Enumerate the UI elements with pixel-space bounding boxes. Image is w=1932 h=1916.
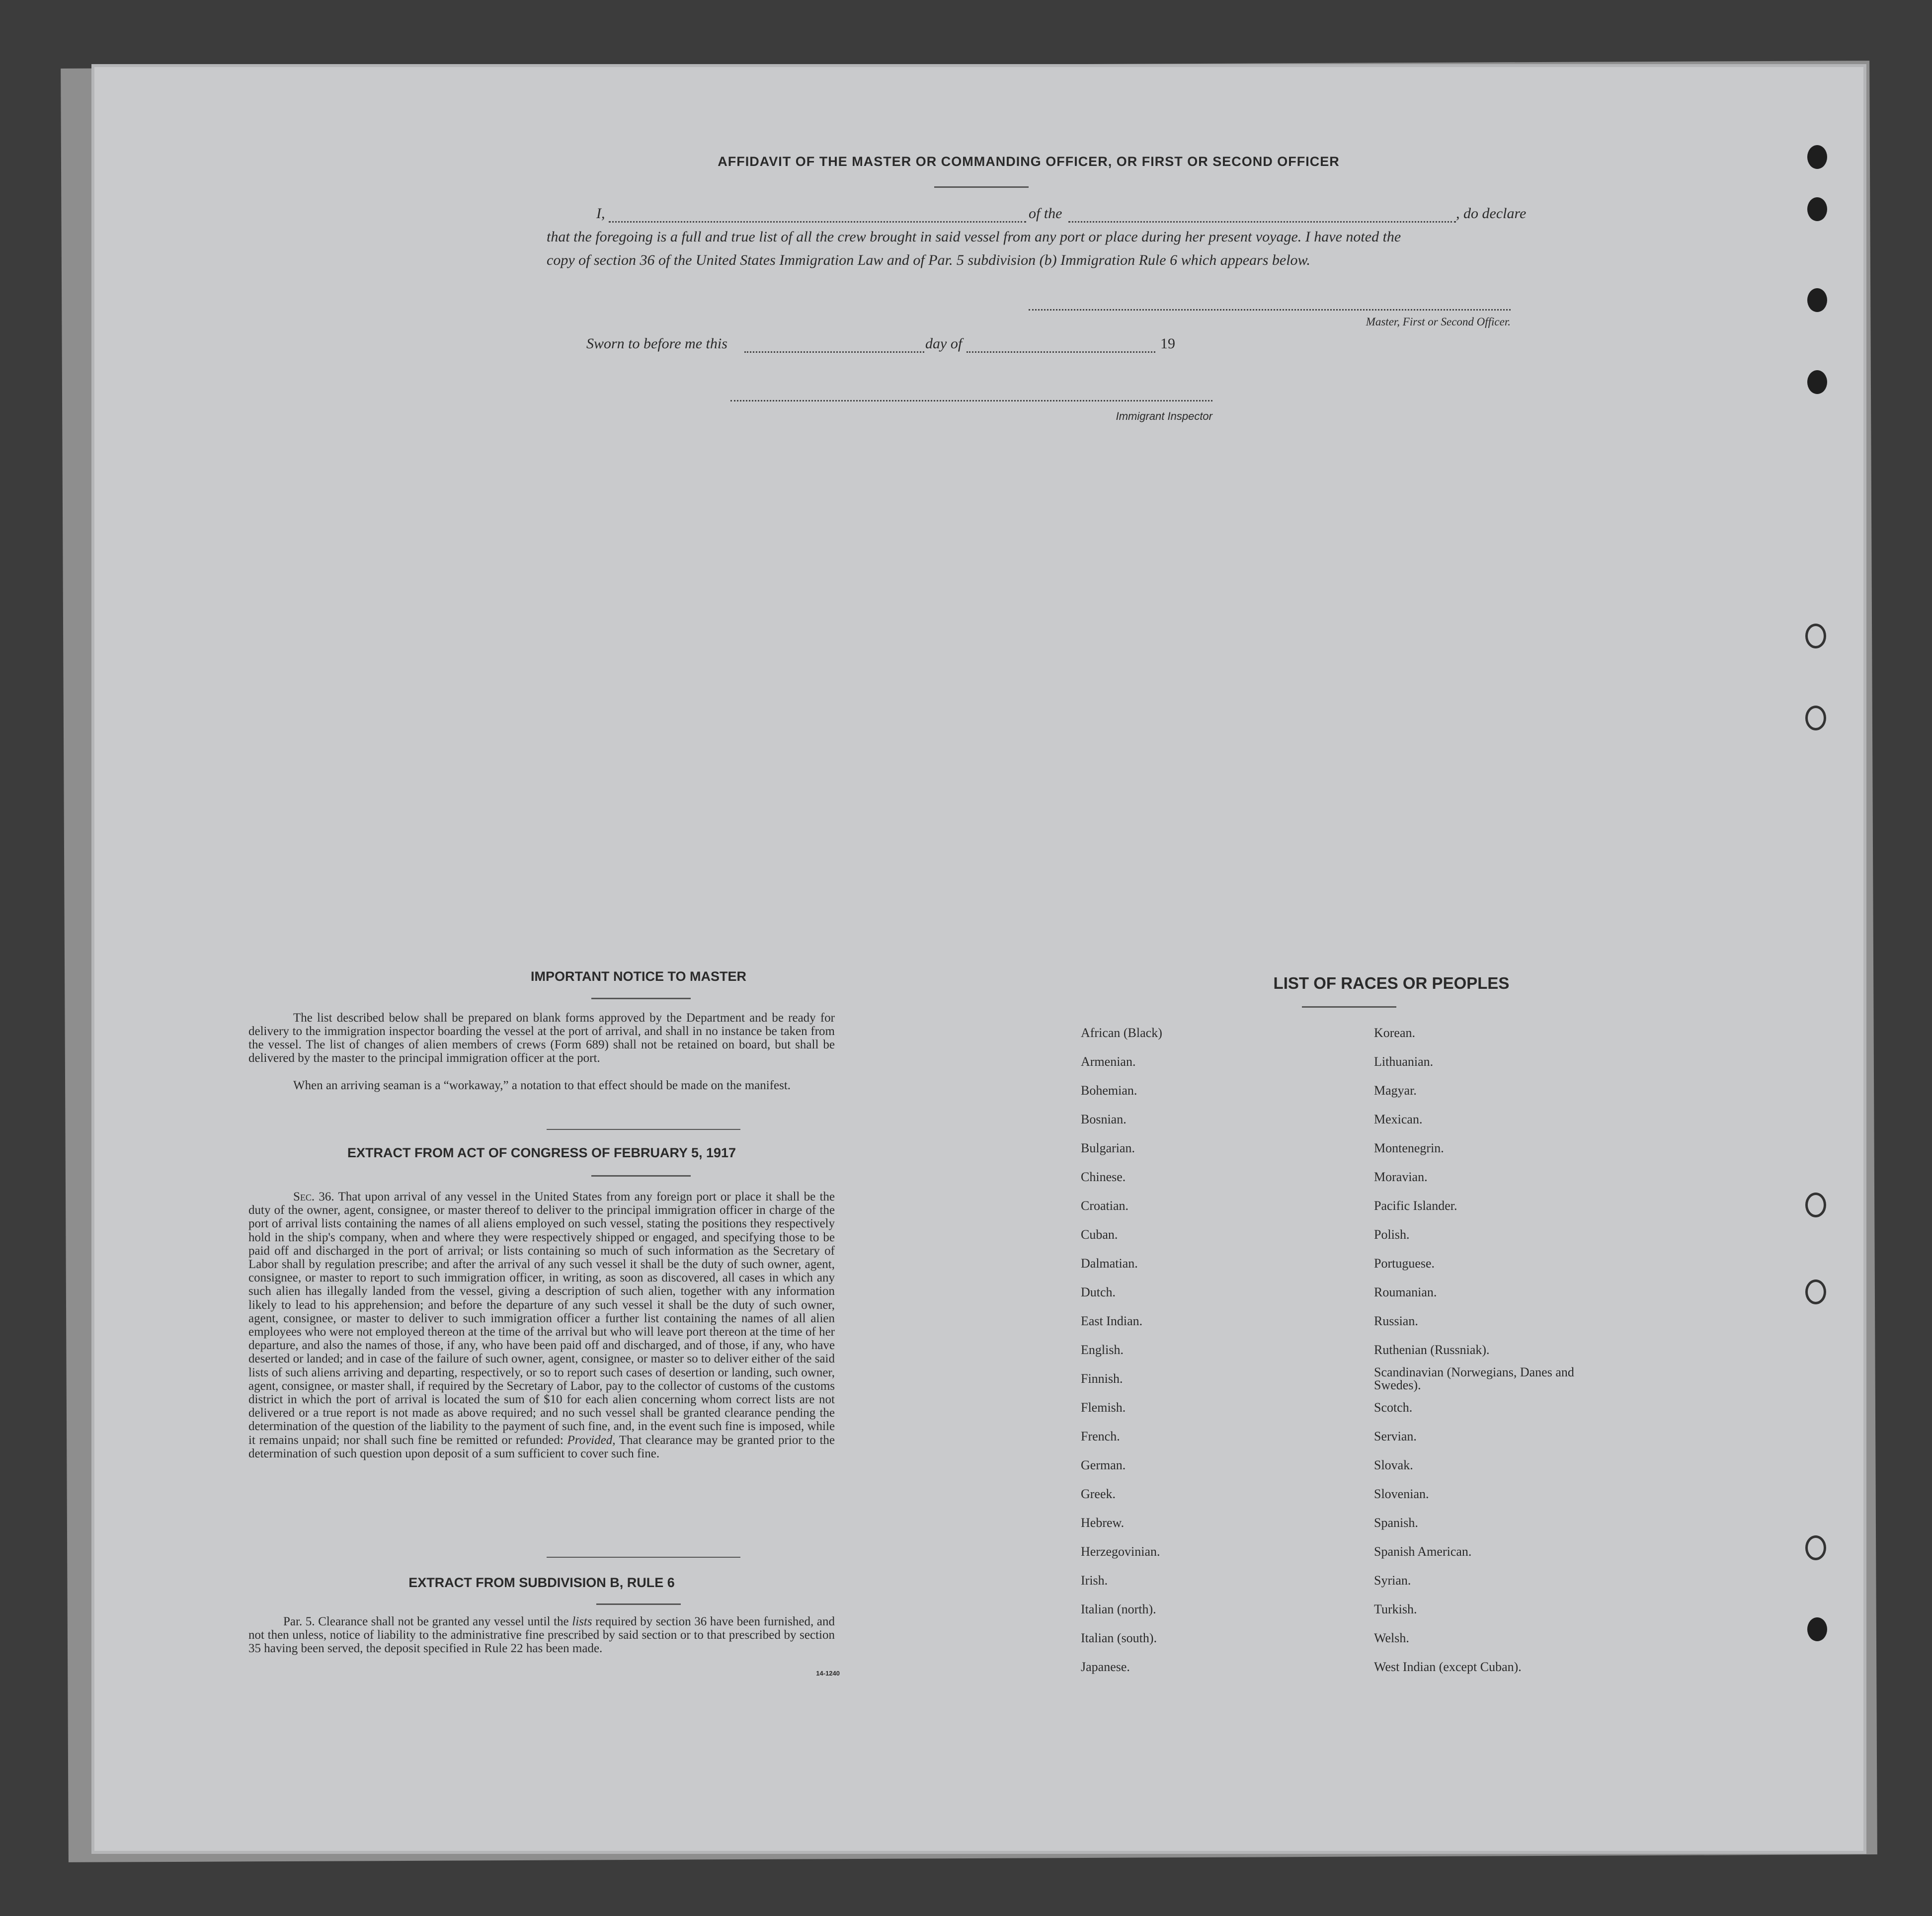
races-underline — [1302, 1006, 1396, 1008]
sec-label: Sec. 36. — [293, 1190, 334, 1203]
races-row — [1081, 1278, 1578, 1307]
races-row — [1081, 1134, 1578, 1163]
race-left-item: Hebrew. — [1081, 1516, 1125, 1530]
i-label: I, — [596, 205, 605, 222]
race-right-item: Slovak. — [1374, 1458, 1413, 1472]
sworn-day-blank — [744, 351, 924, 353]
races-row — [1081, 1509, 1578, 1537]
race-right-item: Slovenian. — [1374, 1487, 1429, 1501]
race-left-item: French. — [1081, 1429, 1120, 1443]
races-row — [1081, 1653, 1578, 1681]
extract-rule-underline — [596, 1603, 681, 1605]
races-row — [1081, 1105, 1578, 1134]
races-title: LIST OF RACES OR PEOPLES — [1273, 974, 1510, 992]
race-right-item: Pacific Islander. — [1374, 1198, 1457, 1213]
provided-label: Provided, — [567, 1433, 616, 1447]
race-left-item: Herzegovinian. — [1081, 1544, 1160, 1559]
races-row — [1081, 1019, 1578, 1047]
races-row — [1081, 1076, 1578, 1105]
race-left-item: African (Black) — [1081, 1026, 1162, 1040]
race-right-item: Spanish. — [1374, 1516, 1418, 1530]
race-left-item: Croatian. — [1081, 1198, 1129, 1213]
race-left-item: Italian (north). — [1081, 1602, 1156, 1616]
officer-signature-line — [1029, 309, 1511, 311]
race-left-item: Chinese. — [1081, 1170, 1126, 1184]
inspector-signature-label: Immigrant Inspector — [1116, 410, 1212, 422]
affidavit-text-line2: copy of section 36 of the United States Immigration Law and of Par. 5 subdivision (b) Immigration Rule 6 which appears below. — [547, 252, 1310, 268]
races-row — [1081, 1624, 1578, 1653]
affidavit-text-line1: that the foregoing is a full and true list of all the crew brought in said vessel from any port or place during her present voyage. I have noted the — [547, 229, 1401, 245]
extract-act-underline — [591, 1175, 691, 1177]
races-row — [1081, 1220, 1578, 1249]
punch-hole — [1805, 1535, 1826, 1560]
punch-hole — [1805, 1279, 1826, 1304]
vessel-blank — [1068, 221, 1456, 223]
extract-act-body — [248, 1190, 835, 1460]
sworn-label: Sworn to before me this — [586, 335, 727, 352]
race-right-item: Scotch. — [1374, 1400, 1413, 1415]
do-declare-label: , do declare — [1456, 205, 1527, 222]
race-right-item: West Indian (except Cuban). — [1374, 1660, 1522, 1674]
race-right-item: Ruthenian (Russniak). — [1374, 1343, 1490, 1357]
punch-hole — [1807, 370, 1827, 394]
races-row — [1081, 1192, 1578, 1220]
race-right-item: Spanish American. — [1374, 1544, 1472, 1559]
extract-rule-text-end: required by section 36 have been furnished, and not then unless, notice of liability to the administrative fine prescribed by said section or to that prescribed by section 35 having been served, the deposit specified in Rule 22 has been made. — [248, 1615, 835, 1655]
race-left-item: Flemish. — [1081, 1400, 1126, 1415]
race-right-item: Scandinavian (Norwegians, Danes and Swedes). — [1374, 1365, 1574, 1392]
race-left-item: Irish. — [1081, 1573, 1108, 1588]
name-blank — [609, 221, 1026, 223]
race-right-item: Moravian. — [1374, 1170, 1428, 1184]
race-left-item: Armenian. — [1081, 1054, 1136, 1069]
races-row — [1081, 1307, 1578, 1336]
races-row — [1081, 1393, 1578, 1422]
race-right-item: Servian. — [1374, 1429, 1417, 1443]
races-row — [1081, 1422, 1578, 1451]
race-left-item: Japanese. — [1081, 1660, 1130, 1674]
race-left-item: Dalmatian. — [1081, 1256, 1138, 1271]
race-right-item: Syrian. — [1374, 1573, 1411, 1588]
race-left-item: Dutch. — [1081, 1285, 1116, 1299]
document-page — [94, 67, 1863, 1851]
punch-hole — [1807, 145, 1827, 169]
officer-signature-label: Master, First or Second Officer. — [1366, 316, 1511, 328]
race-left-item: Bulgarian. — [1081, 1141, 1135, 1155]
races-row — [1081, 1364, 1578, 1393]
sworn-month-blank — [966, 351, 1155, 353]
notice-title: IMPORTANT NOTICE TO MASTER — [531, 969, 746, 984]
race-right-item: Roumanian. — [1374, 1285, 1437, 1299]
divider-2 — [547, 1557, 740, 1558]
extract-rule-text-start: Par. 5. Clearance shall not be granted any vessel until the — [283, 1615, 569, 1628]
race-left-item: Italian (south). — [1081, 1631, 1157, 1645]
races-row — [1081, 1249, 1578, 1278]
races-row — [1081, 1566, 1578, 1595]
lists-word: lists — [572, 1615, 592, 1628]
race-left-item: Greek. — [1081, 1487, 1116, 1501]
inspector-signature-line — [730, 400, 1212, 401]
races-row — [1081, 1595, 1578, 1624]
races-row — [1081, 1047, 1578, 1076]
divider-1 — [547, 1129, 740, 1130]
notice-underline — [591, 998, 691, 999]
extract-act-text: That upon arrival of any vessel in the United States from any foreign port or place it shall be the duty of the owner, agent, consignee, or master thereof to deliver to the principal immigration officer in charge of the port of arrival lists containing the names of all aliens employed on such vessel, stating the positions they respectively hold in the ship's company, when and where they were respectively shipped or engaged, and specifying those to be paid off and discharged in the port of arrival; or lists containing so much of such information as the Secretary of Labor shall by regulation prescribe; and after the arrival of any such vessel it shall be the duty of such owner, agent, consignee, or master to report to such immigration officer, in writing, as soon as discovered, all cases in which any such alien has illegally landed from the vessel, giving a description of such alien, together with any information likely to lead to his apprehension; and before the departure of any such vessel it shall be the duty of such owner, agent, consignee, or master to deliver to such immigration officer a further list containing the names of all alien employees who were not employed thereon at the time of the arrival but who will leave port thereon at the time of her departure, and also the names of those, if any, who have been paid off and discharged, and of those, if any, who have deserted or landed; and in case of the failure of such owner, agent, consignee, or master so to deliver either of the said lists of such aliens arriving and departing, respectively, or so to report such cases of desertion or landing, such owner, agent, consignee, or master shall, if required by the Secretary of Labor, pay to the collector of customs of the customs district in which the port of arrival is located the sum of $10 for each alien concerning whom correct lists are not delivered or a true report is not made as above required; and no such vessel shall be granted clearance pending the determination of the question of the liability to the payment of such fine, and, in the event such fine is imposed, while it remains unpaid; nor shall such fine be remitted or refunded: — [248, 1190, 835, 1447]
punch-hole — [1805, 706, 1826, 730]
race-right-item: Turkish. — [1374, 1602, 1417, 1616]
extract-rule-title: EXTRACT FROM SUBDIVISION B, RULE 6 — [408, 1575, 675, 1590]
extract-act-text-end: That clearance may be granted prior to the determination of such question upon deposit of a sum sufficient to cover such fine. — [248, 1433, 835, 1460]
races-row — [1081, 1163, 1578, 1192]
race-right-item: Russian. — [1374, 1314, 1418, 1328]
race-left-item: Cuban. — [1081, 1227, 1118, 1242]
race-right-item: Portuguese. — [1374, 1256, 1435, 1271]
race-right-item: Lithuanian. — [1374, 1054, 1434, 1069]
affidavit-title: AFFIDAVIT OF THE MASTER OR COMMANDING OFFICER, OR FIRST OR SECOND OFFICER — [718, 154, 1340, 169]
race-left-item: East Indian. — [1081, 1314, 1143, 1328]
punch-hole — [1805, 624, 1826, 648]
race-left-item: English. — [1081, 1343, 1124, 1357]
race-right-item: Welsh. — [1374, 1631, 1409, 1645]
race-right-item: Montenegrin. — [1374, 1141, 1444, 1155]
race-left-item: Finnish. — [1081, 1371, 1123, 1386]
race-left-item: Bohemian. — [1081, 1083, 1137, 1098]
races-row — [1081, 1480, 1578, 1509]
notice-paragraph2: When an arriving seaman is a “workaway,” a notation to that effect should be made on the manifest. — [293, 1079, 791, 1092]
races-row — [1081, 1537, 1578, 1566]
race-right-item: Magyar. — [1374, 1083, 1417, 1098]
extract-act-title: EXTRACT FROM ACT OF CONGRESS OF FEBRUARY 5, 1917 — [347, 1145, 736, 1160]
races-row — [1081, 1451, 1578, 1480]
year-label: 19 — [1160, 335, 1175, 352]
race-left-item: Bosnian. — [1081, 1112, 1127, 1126]
race-right-item: Mexican. — [1374, 1112, 1423, 1126]
races-row — [1081, 1336, 1578, 1364]
day-of-label: day of — [925, 335, 963, 352]
notice-paragraph1: The list described below shall be prepared on blank forms approved by the Department and be ready for delivery to the immigration inspector boarding the vessel at the port of arrival, and shall in no instance be taken from the vessel. The list of changes of alien members of crews (Form 689) shall not be retained on board, but shall be delivered by the master to the principal immigration officer at the port. — [248, 1011, 835, 1065]
punch-hole — [1805, 1193, 1826, 1217]
race-right-item: Polish. — [1374, 1227, 1410, 1242]
form-number: 14-1240 — [816, 1670, 840, 1677]
race-left-item: German. — [1081, 1458, 1126, 1472]
punch-hole — [1807, 197, 1827, 221]
of-the-label: of the — [1029, 205, 1062, 222]
title-underline — [934, 186, 1029, 188]
extract-rule-body — [248, 1615, 835, 1655]
race-right-item: Korean. — [1374, 1026, 1416, 1040]
races-table — [1081, 1019, 1578, 1681]
punch-hole — [1807, 1617, 1827, 1641]
punch-hole — [1807, 288, 1827, 312]
